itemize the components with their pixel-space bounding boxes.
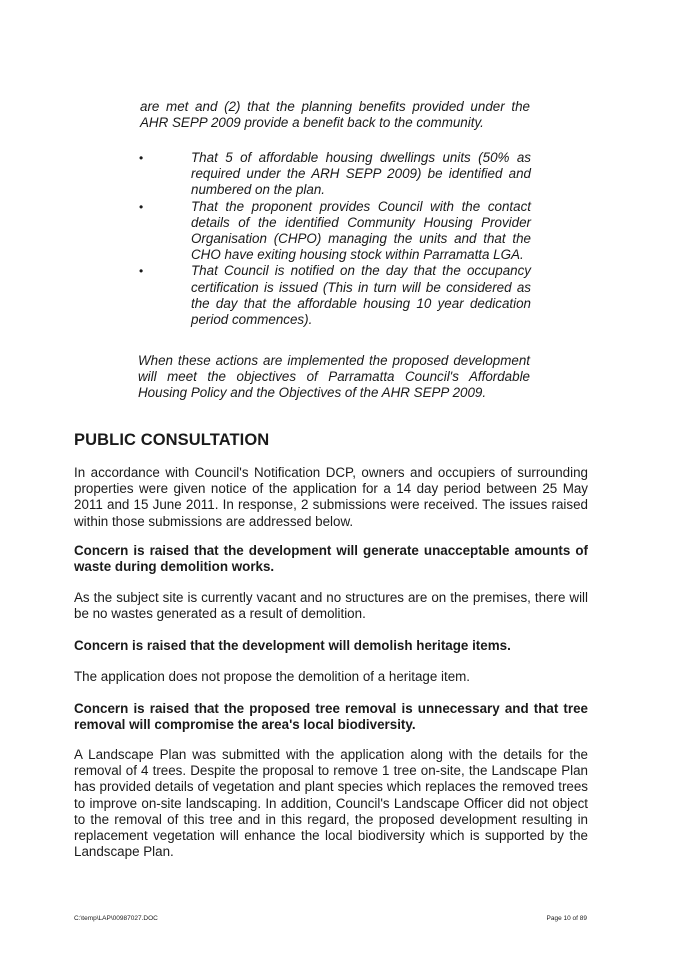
- section-heading: PUBLIC CONSULTATION: [74, 431, 270, 449]
- concern-heading-3: Concern is raised that the proposed tree removal is unnecessary and that tree removal will compromise the area's local biodiversity.: [74, 701, 588, 733]
- concern-heading-2: Concern is raised that the development will demolish heritage items.: [74, 638, 511, 653]
- bullet-icon: •: [139, 199, 144, 214]
- intro-paragraph: are met and (2) that the planning benefits provided under the AHR SEPP 2009 provide a benefit back to the community.: [140, 99, 530, 131]
- outro-paragraph: When these actions are implemented the proposed development will meet the objectives of Parramatta Council's Affordable Housing Policy and the Objectives of the AHR SEPP 2009.: [138, 353, 530, 401]
- condition-list: [137, 150, 531, 328]
- list-item-text: That 5 of affordable housing dwellings units (50% as required under the ARH SEPP 2009) be identified and numbered on the plan.: [191, 150, 531, 198]
- list-item-text: That Council is notified on the day that the occupancy certification is issued (This in turn will be considered as the day that the affordable housing 10 year dedication period commences).: [191, 263, 531, 328]
- response-paragraph-2: The application does not propose the demolition of a heritage item.: [74, 669, 471, 684]
- list-item-text: That the proponent provides Council with the contact details of the identified Community Housing Provider Organisation (CHPO) managing the units and that the CHO have exiting housing stock within Parramatta LGA.: [191, 198, 531, 263]
- list-item: [137, 263, 531, 328]
- footer-file-path: C:\temp\LAP\00987027.DOC: [74, 915, 158, 922]
- concern-heading-1: Concern is raised that the development will generate unacceptable amounts of waste during demolition works.: [74, 543, 588, 575]
- footer-page-number: Page 10 of 89: [546, 915, 587, 922]
- list-item: [137, 150, 531, 199]
- bullet-icon: •: [139, 264, 144, 279]
- bullet-icon: •: [139, 151, 144, 165]
- consultation-paragraph: In accordance with Council's Notification DCP, owners and occupiers of surrounding properties were given notice of the application for a 14 day period between 25 May 2011 and 15 June 2011. In response, 2 submissions were received. The issues raised within those submissions are addressed below.: [74, 465, 588, 529]
- response-paragraph-3: A Landscape Plan was submitted with the application along with the details for the removal of 4 trees. Despite the proposal to remove 1 tree on-site, the Landscape Plan has provided details of vegetation and plant species which replaces the removed trees to improve on-site landscaping. In addition, Council's Landscape Officer did not object to the removal of this tree and in this regard, the proposed development resulting in replacement vegetation will enhance the local biodiversity which is supported by the Landscape Plan.: [74, 747, 588, 860]
- response-paragraph-1: As the subject site is currently vacant and no structures are on the premises, there will be no wastes generated as a result of demolition.: [74, 590, 588, 622]
- list-item: [137, 199, 531, 264]
